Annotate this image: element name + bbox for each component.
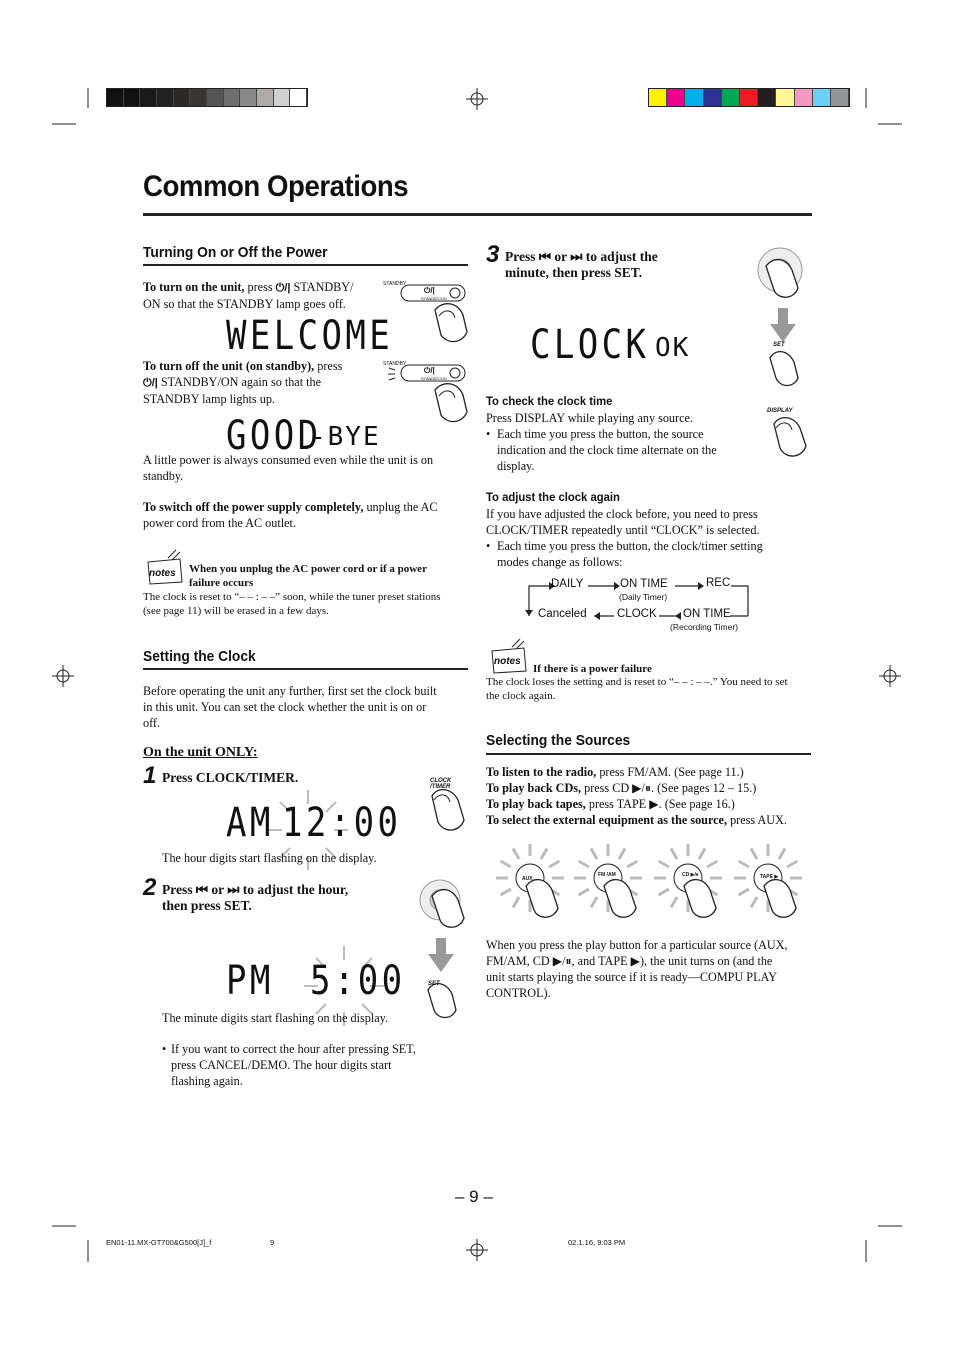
intro-l1: Before operating the unit any further, first set the clock built bbox=[143, 684, 437, 698]
burst-ray bbox=[659, 889, 669, 895]
adjust-heading: To adjust the clock again bbox=[486, 490, 620, 504]
burst-ray bbox=[671, 849, 677, 859]
standby-label-2: STANDBY bbox=[383, 361, 407, 367]
radio-bold: To listen to the radio, bbox=[486, 765, 597, 779]
set-label-2: SET bbox=[773, 342, 785, 348]
bullet-l2: press CANCEL/DEMO. The hour digits start bbox=[171, 1058, 392, 1072]
step3-text bbox=[505, 249, 658, 281]
check-b3: display. bbox=[497, 459, 535, 473]
note2-l1: The clock loses the setting and is reset to “– – : – –.” You need to set bbox=[486, 676, 788, 688]
fmam-button-label: FM /AM bbox=[598, 872, 616, 878]
tape-bold: To play back tapes, bbox=[486, 797, 586, 811]
clock-timer-label bbox=[430, 778, 451, 790]
step3-number: 3 bbox=[486, 241, 500, 268]
consumed-l2: standby. bbox=[143, 469, 184, 483]
switch-bold: To switch off the power supply completely, bbox=[143, 500, 364, 514]
turn-on-bold: To turn on the unit, bbox=[143, 280, 245, 294]
clock-heading-rule bbox=[143, 668, 468, 670]
consumed-l1: A little power is always consumed even while the unit is on bbox=[143, 453, 434, 467]
burst-ray bbox=[627, 861, 637, 867]
aux-button-label: AUX bbox=[522, 876, 533, 882]
burst-ray bbox=[513, 897, 519, 907]
lcd-clock: CLOCK bbox=[530, 322, 650, 368]
burst-ray bbox=[707, 861, 717, 867]
note-bold-l2: failure occurs bbox=[189, 577, 254, 589]
consumed-text bbox=[143, 452, 473, 484]
source-buttons-graphic bbox=[490, 836, 810, 926]
cycle-clock: CLOCK bbox=[617, 608, 657, 620]
bullet-l1: If you want to correct the hour after pressing SET, bbox=[171, 1042, 416, 1056]
tape-text: press TAPE ▶. (See page 16.) bbox=[585, 797, 735, 811]
intro-l2: in this unit. You can set the clock whether the unit is on or bbox=[143, 700, 427, 714]
burst-ray bbox=[671, 897, 677, 907]
burst-ray bbox=[591, 897, 597, 907]
burst-ray bbox=[549, 861, 559, 867]
hour-bullet: • If you want to correct the hour after pressing SET, press CANCEL/DEMO. The hour digits start flashing again. bbox=[162, 1042, 416, 1088]
check-l1: Press DISPLAY while playing any source. bbox=[486, 411, 693, 425]
burst-ray bbox=[591, 849, 597, 859]
tape-button-label: TAPE ▶ bbox=[760, 874, 779, 880]
on-unit-label: On the unit ONLY: bbox=[143, 745, 258, 760]
sources-heading: Selecting the Sources bbox=[486, 732, 631, 749]
cd-button-label: CD ▶/⏸ bbox=[682, 872, 699, 878]
note-l1: The clock is reset to “– – : – –” soon, while the tuner preset stations bbox=[143, 591, 441, 603]
turn-off-bold: To turn off the unit (on standby), bbox=[143, 359, 315, 373]
lcd-good: GOOD bbox=[226, 413, 322, 459]
clock-intro bbox=[143, 683, 473, 731]
burst-ray bbox=[619, 849, 625, 859]
burst-ray bbox=[739, 861, 749, 867]
lcd-500: 5:00 bbox=[310, 958, 406, 1004]
ext-bold: To select the external equipment as the source, bbox=[486, 813, 728, 827]
para-l4: CONTROL). bbox=[486, 986, 551, 1000]
switch-l1: unplug the AC bbox=[363, 500, 438, 514]
cycle-rec: REC bbox=[706, 577, 731, 589]
set-label: SET bbox=[428, 981, 440, 987]
check-b2: indication and the clock time alternate on the bbox=[497, 443, 717, 457]
footer-file: EN01-11.MX-GT700&G500[J]_f bbox=[106, 1238, 212, 1247]
adjust-text: If you have adjusted the clock before, you need to press CLOCK/TIMER repeatedly until “CLOCK” is selected. • Each time you press the button, the clock/timer setting modes change as follows: bbox=[486, 507, 763, 569]
power-symbol: ⏻/| bbox=[275, 282, 291, 294]
burst-ray bbox=[739, 889, 749, 895]
lcd-am: AM bbox=[226, 800, 274, 846]
step2-note: The minute digits start flashing on the display. bbox=[162, 1011, 388, 1025]
standby-btn-symbol-2: ⏻/| bbox=[424, 366, 435, 375]
cycle-daily-timer: (Daily Timer) bbox=[619, 592, 668, 602]
switch-off-text bbox=[143, 499, 473, 531]
check-b1: Each time you press the button, the source bbox=[497, 427, 704, 441]
step2-l1: Press ⏮ or ⏭ to adjust the hour, bbox=[162, 882, 349, 897]
burst-ray bbox=[579, 861, 589, 867]
turn-on-l1b: STANDBY/ bbox=[290, 280, 354, 294]
step3-l1: Press ⏮ or ⏭ to adjust the bbox=[505, 249, 658, 264]
burst-ray bbox=[513, 849, 519, 859]
radio-text: press FM/AM. (See page 11.) bbox=[596, 765, 744, 779]
step1-number: 1 bbox=[143, 762, 157, 789]
note2-text bbox=[486, 675, 816, 703]
cycle-recording-timer: (Recording Timer) bbox=[670, 622, 739, 632]
skip-dial-illustration-2 bbox=[752, 246, 812, 391]
note2-bold: If there is a power failure bbox=[533, 663, 652, 675]
footer-page: 9 bbox=[270, 1238, 275, 1247]
standby-on-label-2: STANDBY/ON bbox=[421, 376, 447, 381]
standby-on-label: STANDBY/ON bbox=[421, 296, 447, 301]
adjust-b1: Each time you press the button, the clock/timer setting bbox=[497, 539, 763, 553]
note2-l2: the clock again. bbox=[486, 690, 556, 702]
standby-label: STANDBY bbox=[383, 281, 407, 287]
step3-l2: minute, then press SET. bbox=[505, 265, 643, 280]
lcd-bye: -BYE bbox=[310, 422, 381, 452]
turn-off-l2: STANDBY/ON again so that the bbox=[157, 375, 322, 389]
lcd-ok: OK bbox=[655, 333, 691, 363]
clock-heading: Setting the Clock bbox=[143, 648, 256, 665]
footer-date: 02.1.16, 9:03 PM bbox=[568, 1238, 626, 1247]
bullet-l3: flashing again. bbox=[171, 1074, 243, 1088]
adjust-l1: If you have adjusted the clock before, you need to press bbox=[486, 507, 758, 521]
power-heading-rule bbox=[143, 264, 468, 266]
turn-off-text bbox=[143, 358, 383, 407]
step2-text bbox=[162, 882, 348, 914]
lcd-welcome: WELCOME bbox=[226, 313, 394, 359]
notes-label-2: notes bbox=[494, 656, 521, 667]
standby-btn-symbol: ⏻/| bbox=[424, 286, 435, 295]
para-l2: FM/AM, CD ▶/⏸, and TAPE ▶), the unit turns on (and the bbox=[486, 954, 773, 968]
burst-ray bbox=[579, 889, 589, 895]
burst-ray bbox=[779, 849, 785, 859]
note-bold bbox=[189, 562, 427, 590]
display-label: DISPLAY bbox=[767, 408, 793, 414]
source-buttons-illustration bbox=[490, 836, 810, 926]
turn-on-l1: press bbox=[244, 280, 273, 294]
para-l1: When you press the play button for a particular source (AUX, bbox=[486, 938, 788, 952]
burst-ray bbox=[541, 849, 547, 859]
power-heading: Turning On or Off the Power bbox=[143, 244, 328, 261]
step2-l2: then press SET. bbox=[162, 898, 252, 913]
sources-para bbox=[486, 937, 816, 1001]
burst-ray bbox=[659, 861, 669, 867]
sources-heading-rule bbox=[486, 753, 811, 755]
switch-l2: power cord from the AC outlet. bbox=[143, 516, 296, 530]
lcd-pm: PM bbox=[226, 958, 274, 1004]
step1-text: Press CLOCK/TIMER. bbox=[162, 770, 299, 785]
adjust-l2: CLOCK/TIMER repeatedly until “CLOCK” is selected. bbox=[486, 523, 760, 537]
burst-ray bbox=[501, 861, 511, 867]
cycle-on-time-1: ON TIME bbox=[620, 578, 668, 590]
power-symbol-2: ⏻/| bbox=[143, 377, 158, 389]
burst-ray bbox=[699, 849, 705, 859]
intro-l3: off. bbox=[143, 716, 161, 730]
notes-label: notes bbox=[149, 568, 176, 579]
ext-text: press AUX. bbox=[727, 813, 787, 827]
burst-ray bbox=[501, 889, 511, 895]
turn-off-l1: press bbox=[314, 359, 343, 373]
note-l2: (see page 11) will be erased in a few days. bbox=[143, 605, 329, 617]
lcd-1200: 12:00 bbox=[282, 800, 402, 846]
step1-note: The hour digits start flashing on the display. bbox=[162, 851, 377, 865]
display-button-illustration bbox=[766, 412, 816, 462]
skip-dial-illustration bbox=[412, 878, 472, 1018]
burst-ray bbox=[787, 861, 797, 867]
clock-label-1: CLOCK bbox=[430, 778, 452, 784]
turn-on-l2: ON so that the STANDBY lamp goes off. bbox=[143, 297, 346, 311]
title-rule bbox=[143, 213, 812, 216]
turn-on-text bbox=[143, 279, 383, 312]
burst-ray bbox=[751, 897, 757, 907]
cycle-canceled: Canceled bbox=[538, 608, 587, 620]
adjust-b2: modes change as follows: bbox=[497, 555, 623, 569]
page-number: – 9 – bbox=[455, 1187, 493, 1206]
cycle-daily: DAILY bbox=[551, 578, 584, 590]
check-text: Press DISPLAY while playing any source. • Each time you press the button, the source indication and the clock time alternate on the display. bbox=[486, 411, 717, 473]
cycle-on-time-2: ON TIME bbox=[683, 608, 731, 620]
para-l3: unit starts playing the source if it is ready—COMPU PLAY bbox=[486, 970, 778, 984]
note-bold-l1: When you unplug the AC power cord or if a power bbox=[189, 563, 427, 575]
cd-bold: To play back CDs, bbox=[486, 781, 582, 795]
turn-off-l3: STANDBY lamp lights up. bbox=[143, 392, 275, 406]
cd-text: press CD ▶/⏸. (See pages 12 – 15.) bbox=[581, 781, 757, 795]
burst-ray bbox=[751, 849, 757, 859]
check-heading: To check the clock time bbox=[486, 394, 613, 408]
clock-label-2: /TIMER bbox=[430, 784, 451, 790]
sources-list bbox=[486, 764, 816, 828]
page-title: Common Operations bbox=[143, 170, 409, 203]
step2-number: 2 bbox=[143, 874, 157, 901]
note-text bbox=[143, 590, 473, 618]
